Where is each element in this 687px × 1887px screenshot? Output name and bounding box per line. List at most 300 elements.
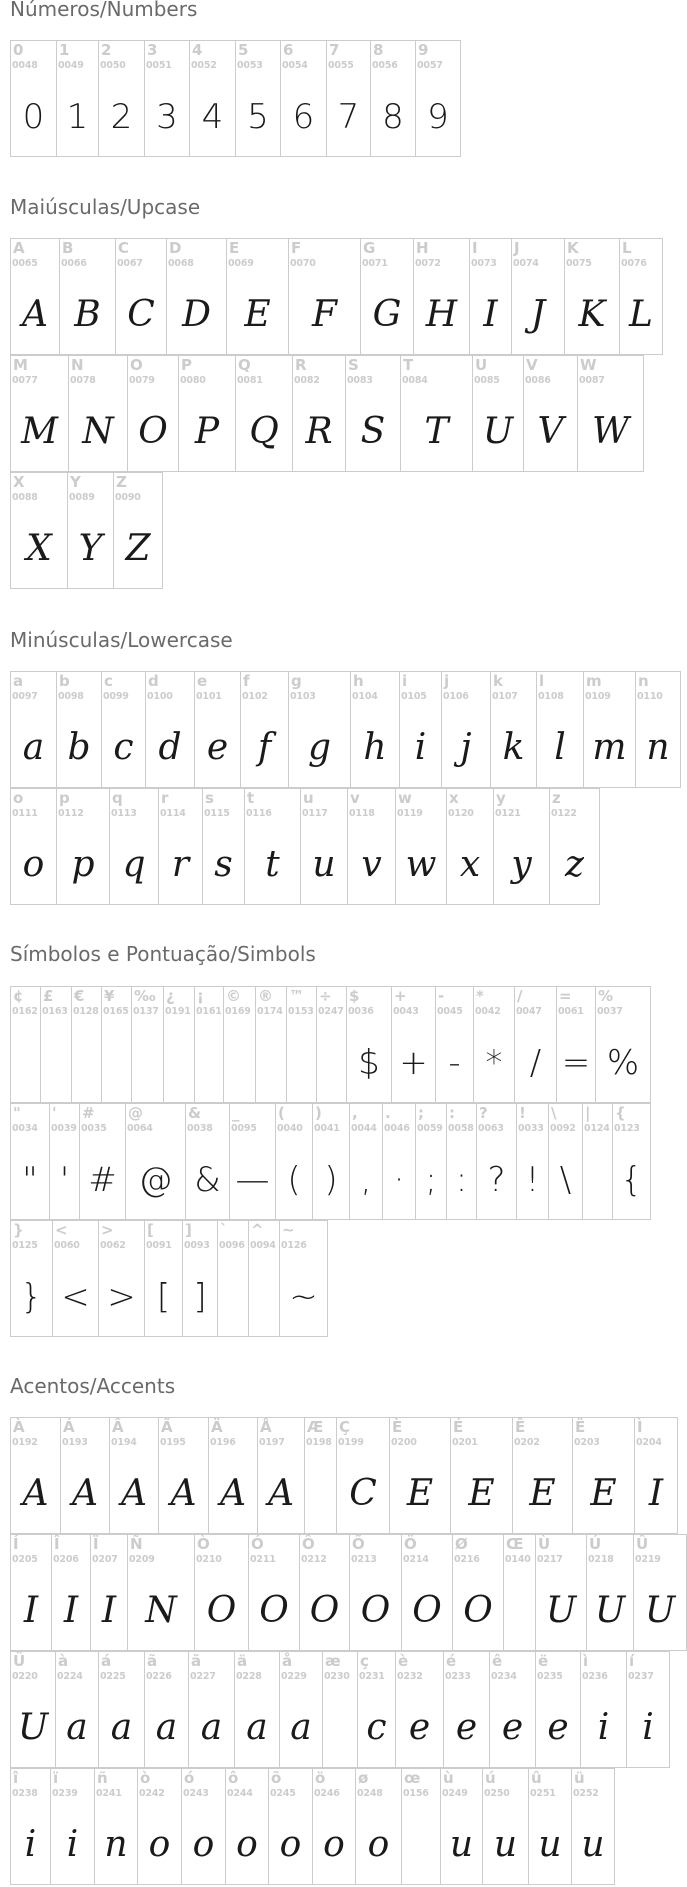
glyph-code: 0247 <box>318 1006 344 1017</box>
glyph-sample <box>287 1033 316 1093</box>
glyph-sample <box>41 1033 71 1093</box>
glyph-sample <box>402 1815 440 1875</box>
glyph-sample: P <box>194 411 220 452</box>
glyph-cell-0040 <box>275 1103 313 1220</box>
glyph-cell-0039 <box>49 1103 80 1220</box>
glyph-sample: z <box>565 844 584 885</box>
glyph-code: 0059 <box>417 1123 443 1134</box>
glyph-sample: V <box>537 411 564 452</box>
glyph-sample: Y <box>78 528 103 569</box>
glyph-label: $ <box>349 987 360 1005</box>
glyph-code: 0128 <box>73 1006 99 1017</box>
glyph-label: W <box>580 356 597 374</box>
glyph-label: 7 <box>329 41 340 59</box>
glyph-label: | <box>585 1104 591 1122</box>
glyph-label: æ <box>325 1652 341 1670</box>
glyph-sample: F <box>312 294 337 335</box>
glyph-cell-0037 <box>595 986 651 1103</box>
glyph-code: 0214 <box>403 1554 429 1565</box>
glyph-code: 0243 <box>183 1788 209 1799</box>
glyph-label: \ <box>551 1104 557 1122</box>
glyph-cell-0195 <box>158 1417 209 1534</box>
glyph-cell-0249 <box>440 1768 483 1885</box>
glyph-label: 1 <box>59 41 70 59</box>
glyph-sample: E <box>244 294 271 335</box>
glyph-sample: o <box>192 1824 215 1865</box>
glyph-sample: J <box>530 294 546 335</box>
glyph-label: ¥ <box>104 987 115 1005</box>
glyph-code: 0052 <box>191 60 217 71</box>
glyph-sample: O <box>412 1590 442 1631</box>
glyph-cell-0035 <box>79 1103 126 1220</box>
glyph-code: 0220 <box>12 1671 38 1682</box>
glyph-sample: E <box>468 1473 495 1514</box>
glyph-cell-0236 <box>580 1651 627 1768</box>
glyph-code: 0099 <box>103 691 129 702</box>
glyph-sample: B <box>74 294 101 335</box>
glyph-code: 0035 <box>81 1123 107 1134</box>
glyph-cell-0077 <box>10 355 69 472</box>
glyph-label: ` <box>220 1221 228 1239</box>
glyph-label: ® <box>258 987 273 1005</box>
glyph-code: 0104 <box>352 691 378 702</box>
glyph-code: 0054 <box>282 60 308 71</box>
glyph-label: œ <box>404 1769 421 1787</box>
glyph-cell-0252 <box>571 1768 615 1885</box>
glyph-sample: w <box>405 844 437 885</box>
glyph-label: ê <box>492 1652 503 1670</box>
glyph-label: S <box>348 356 359 374</box>
glyph-code: 0230 <box>324 1671 350 1682</box>
glyph-code: 0201 <box>452 1437 478 1448</box>
glyph-sample: i <box>642 1707 654 1748</box>
glyph-sample: 3 <box>156 97 178 137</box>
glyph-label: Ú <box>589 1535 602 1553</box>
glyph-sample: e <box>501 1707 524 1748</box>
glyph-row <box>10 788 599 905</box>
glyph-cell-0250 <box>482 1768 529 1885</box>
glyph-sample: { <box>620 1160 643 1200</box>
glyph-sample: - <box>448 1043 461 1083</box>
glyph-code: 0058 <box>448 1123 474 1134</box>
glyph-sample: A <box>72 1473 98 1514</box>
glyph-sample: C <box>349 1473 377 1514</box>
glyph-sample <box>11 1033 40 1093</box>
glyph-sample: A <box>268 1473 294 1514</box>
glyph-code: 0083 <box>347 375 373 386</box>
glyph-label: ¢ <box>13 987 24 1005</box>
glyph-cell-0103 <box>288 671 351 788</box>
glyph-label: ] <box>185 1221 192 1239</box>
glyph-label: b <box>59 672 70 690</box>
glyph-sample: 6 <box>292 97 315 137</box>
glyph-cell-0117 <box>300 788 348 905</box>
glyph-cell-0206 <box>51 1534 91 1651</box>
glyph-label: Ò <box>197 1535 210 1553</box>
glyph-code: 0163 <box>42 1006 68 1017</box>
glyph-label: ç <box>360 1652 369 1670</box>
glyph-sample: D <box>182 294 211 335</box>
glyph-code: 0039 <box>51 1123 77 1134</box>
glyph-sample: / <box>529 1043 542 1083</box>
glyph-label: á <box>101 1652 112 1670</box>
glyph-sample: $ <box>358 1043 380 1083</box>
glyph-label: G <box>363 239 376 257</box>
glyph-sample: , <box>360 1160 372 1200</box>
glyph-cell-0123 <box>612 1103 651 1220</box>
glyph-cell-0205 <box>10 1534 52 1651</box>
glyph-code: 0196 <box>210 1437 236 1448</box>
glyph-label: Ë <box>575 1418 586 1436</box>
glyph-sample: O <box>206 1590 237 1631</box>
glyph-cell-0243 <box>181 1768 226 1885</box>
glyph-cell-0247 <box>316 986 347 1103</box>
glyph-code: 0051 <box>146 60 172 71</box>
glyph-cell-0193 <box>60 1417 110 1534</box>
glyph-sample: a <box>246 1707 268 1748</box>
glyph-sample: R <box>305 411 333 452</box>
glyph-code: 0224 <box>57 1671 83 1682</box>
glyph-sample: x <box>459 844 481 885</box>
glyph-label: Ç <box>339 1418 351 1436</box>
glyph-sample: o <box>22 844 45 885</box>
glyph-cell-0116 <box>244 788 301 905</box>
glyph-label: - <box>438 987 445 1005</box>
glyph-cell-0198 <box>304 1417 337 1534</box>
glyph-cell-0126 <box>279 1220 328 1337</box>
glyph-label: ä <box>237 1652 248 1670</box>
glyph-sample: " <box>22 1160 38 1200</box>
glyph-cell-0069 <box>226 238 289 355</box>
glyph-label: ã <box>191 1652 202 1670</box>
glyph-cell-0165 <box>101 986 132 1103</box>
glyph-label: ‰ <box>134 987 156 1005</box>
glyph-sample: @ <box>138 1160 173 1200</box>
glyph-label: é <box>446 1652 457 1670</box>
glyph-label: ù <box>443 1769 454 1787</box>
glyph-sample: · <box>393 1160 405 1200</box>
glyph-cell-0244 <box>225 1768 269 1885</box>
glyph-sample: — <box>235 1160 270 1200</box>
glyph-row <box>10 1103 650 1220</box>
glyph-cell-0056 <box>370 40 416 157</box>
glyph-code: 0165 <box>103 1006 129 1017</box>
glyph-label: k <box>493 672 503 690</box>
glyph-sample: r <box>171 844 190 885</box>
glyph-label: Æ <box>307 1418 324 1436</box>
section-title-mai-sculas-upcase: Maiúsculas/Upcase <box>10 195 201 219</box>
glyph-sample: 1 <box>66 97 89 137</box>
glyph-label: E <box>229 239 240 257</box>
glyph-sample: O <box>259 1590 289 1631</box>
glyph-cell-0227 <box>188 1651 235 1768</box>
glyph-code: 0206 <box>53 1554 79 1565</box>
glyph-label: î <box>13 1769 19 1787</box>
glyph-label: + <box>394 987 407 1005</box>
glyph-label: % <box>598 987 614 1005</box>
glyph-sample: + <box>399 1043 428 1083</box>
glyph-sample: A <box>220 1473 246 1514</box>
glyph-code: 0124 <box>584 1123 610 1134</box>
glyph-code: 0117 <box>302 808 328 819</box>
glyph-label: y <box>496 789 506 807</box>
glyph-sample: O <box>463 1590 493 1631</box>
glyph-cell-0051 <box>144 40 190 157</box>
glyph-sample: A <box>170 1473 197 1514</box>
glyph-sample <box>132 1033 163 1093</box>
glyph-code: 0216 <box>454 1554 480 1565</box>
glyph-code: 0211 <box>250 1554 276 1565</box>
glyph-label: ô <box>228 1769 239 1787</box>
glyph-label: Y <box>70 473 81 491</box>
glyph-label: } <box>13 1221 24 1239</box>
glyph-sample <box>256 1033 286 1093</box>
glyph-sample: i <box>24 1824 37 1865</box>
glyph-cell-0097 <box>10 671 57 788</box>
glyph-cell-0238 <box>10 1768 51 1885</box>
glyph-sample: E <box>529 1473 556 1514</box>
glyph-cell-0239 <box>50 1768 95 1885</box>
glyph-cell-0042 <box>473 986 515 1103</box>
glyph-code: 0217 <box>537 1554 563 1565</box>
glyph-cell-0232 <box>395 1651 444 1768</box>
glyph-label: 9 <box>418 41 429 59</box>
glyph-cell-0093 <box>182 1220 218 1337</box>
glyph-cell-0113 <box>109 788 159 905</box>
glyph-code: 0057 <box>417 60 443 71</box>
glyph-code: 0094 <box>250 1240 276 1251</box>
glyph-label: ( <box>278 1104 285 1122</box>
glyph-cell-0246 <box>312 1768 356 1885</box>
glyph-code: 0055 <box>328 60 354 71</box>
glyph-label: , <box>352 1104 358 1122</box>
glyph-cell-0196 <box>208 1417 258 1534</box>
glyph-label: : <box>449 1104 455 1122</box>
glyph-label: m <box>586 672 602 690</box>
glyph-label: ~ <box>282 1221 295 1239</box>
glyph-code: 0069 <box>228 258 254 269</box>
glyph-code: 0122 <box>551 808 577 819</box>
glyph-cell-0099 <box>101 671 146 788</box>
glyph-code: 0089 <box>69 492 95 503</box>
glyph-label: Ï <box>93 1535 99 1553</box>
glyph-cell-0107 <box>490 671 537 788</box>
glyph-code: 0229 <box>281 1671 307 1682</box>
glyph-cell-0229 <box>279 1651 323 1768</box>
glyph-sample: b <box>67 727 91 768</box>
section-title-s-mbolos-e-pontua-o-simbols: Símbolos e Pontuação/Simbols <box>10 942 316 966</box>
glyph-cell-0121 <box>493 788 550 905</box>
glyph-code: 0125 <box>12 1240 38 1251</box>
glyph-label: ö <box>315 1769 326 1787</box>
glyph-cell-0192 <box>10 1417 61 1534</box>
glyph-sample: 2 <box>110 97 133 137</box>
glyph-code: 0053 <box>237 60 263 71</box>
glyph-code: 0095 <box>231 1123 257 1134</box>
glyph-cell-0049 <box>56 40 99 157</box>
glyph-sample: u <box>493 1824 518 1865</box>
glyph-code: 0060 <box>54 1240 80 1251</box>
glyph-label: D <box>169 239 182 257</box>
glyph-cell-0045 <box>435 986 474 1103</box>
glyph-label: Ó <box>251 1535 264 1553</box>
glyph-label: ? <box>479 1104 488 1122</box>
glyph-label: ë <box>538 1652 549 1670</box>
glyph-code: 0113 <box>111 808 137 819</box>
glyph-cell-0087 <box>577 355 644 472</box>
glyph-code: 0120 <box>448 808 474 819</box>
glyph-cell-0137 <box>131 986 164 1103</box>
glyph-sample: u <box>449 1824 474 1865</box>
glyph-label: ó <box>184 1769 195 1787</box>
glyph-code: 0156 <box>403 1788 429 1799</box>
glyph-cell-0085 <box>472 355 524 472</box>
glyph-cell-0199 <box>336 1417 390 1534</box>
glyph-sample: a <box>200 1707 223 1748</box>
glyph-cell-0115 <box>202 788 245 905</box>
glyph-code: 0153 <box>288 1006 314 1017</box>
glyph-sample: c <box>366 1707 387 1748</box>
glyph-label: V <box>526 356 538 374</box>
glyph-label: h <box>353 672 364 690</box>
glyph-code: 0233 <box>445 1671 471 1682</box>
glyph-sample: q <box>122 844 146 885</box>
glyph-label: g <box>291 672 302 690</box>
glyph-sample: a <box>66 1707 88 1748</box>
glyph-code: 0085 <box>474 375 500 386</box>
glyph-code: 0244 <box>227 1788 253 1799</box>
glyph-code: 0202 <box>514 1437 540 1448</box>
glyph-code: 0235 <box>537 1671 563 1682</box>
glyph-cell-0060 <box>52 1220 99 1337</box>
glyph-cell-0081 <box>235 355 293 472</box>
glyph-label: õ <box>271 1769 282 1787</box>
glyph-sample: N <box>145 1590 177 1631</box>
glyph-sample <box>218 1267 248 1327</box>
glyph-code: 0112 <box>58 808 84 819</box>
glyph-cell-0122 <box>549 788 600 905</box>
glyph-code: 0040 <box>277 1123 303 1134</box>
glyph-code: 0109 <box>585 691 611 702</box>
glyph-cell-0063 <box>476 1103 517 1220</box>
glyph-label: I <box>472 239 478 257</box>
glyph-code: 0227 <box>190 1671 216 1682</box>
glyph-label: Ì <box>637 1418 643 1436</box>
glyph-cell-0052 <box>189 40 236 157</box>
glyph-label: [ <box>147 1221 154 1239</box>
glyph-code: 0048 <box>12 60 38 71</box>
glyph-code: 0067 <box>117 258 143 269</box>
glyph-label: ! <box>519 1104 526 1122</box>
glyph-sample: C <box>127 294 155 335</box>
glyph-sample: l <box>554 727 566 768</box>
glyph-label: À <box>13 1418 25 1436</box>
glyph-cell-0058 <box>446 1103 477 1220</box>
glyph-cell-0072 <box>413 238 470 355</box>
glyph-label: N <box>71 356 84 374</box>
glyph-code: 0226 <box>146 1671 172 1682</box>
glyph-label: ì <box>583 1652 589 1670</box>
glyph-sample: = <box>561 1043 591 1083</box>
glyph-cell-0084 <box>400 355 473 472</box>
glyph-row <box>10 1651 669 1768</box>
glyph-code: 0241 <box>96 1788 122 1799</box>
glyph-code: 0118 <box>349 808 375 819</box>
glyph-label: C <box>118 239 130 257</box>
glyph-label: U <box>475 356 488 374</box>
glyph-code: 0116 <box>246 808 272 819</box>
glyph-sample: ( <box>287 1160 301 1200</box>
glyph-label: ú <box>485 1769 496 1787</box>
glyph-code: 0070 <box>290 258 316 269</box>
glyph-label: Ö <box>404 1535 417 1553</box>
glyph-code: 0209 <box>129 1554 155 1565</box>
glyph-cell-0119 <box>395 788 447 905</box>
glyph-cell-0204 <box>634 1417 678 1534</box>
glyph-row <box>10 1534 686 1651</box>
glyph-cell-0098 <box>56 671 102 788</box>
glyph-cell-0094 <box>248 1220 280 1337</box>
glyph-cell-0096 <box>217 1220 249 1337</box>
glyph-cell-0100 <box>145 671 195 788</box>
glyph-label: " <box>13 1104 21 1122</box>
glyph-sample: S <box>360 411 386 452</box>
glyph-sample: n <box>646 727 670 768</box>
glyph-cell-0226 <box>144 1651 189 1768</box>
glyph-code: 0228 <box>236 1671 262 1682</box>
glyph-cell-0218 <box>586 1534 634 1651</box>
glyph-sample: [ <box>156 1277 171 1317</box>
glyph-sample: G <box>372 294 402 335</box>
glyph-code: 0082 <box>294 375 320 386</box>
glyph-sample <box>224 1033 255 1093</box>
glyph-cell-0111 <box>10 788 57 905</box>
glyph-sample: > <box>107 1277 136 1317</box>
glyph-cell-0162 <box>10 986 41 1103</box>
glyph-sample: E <box>406 1473 434 1514</box>
glyph-cell-0090 <box>113 472 163 589</box>
glyph-code: 0065 <box>12 258 38 269</box>
glyph-label: Ñ <box>130 1535 143 1553</box>
glyph-label: o <box>13 789 24 807</box>
glyph-code: 0063 <box>478 1123 504 1134</box>
glyph-code: 0106 <box>443 691 469 702</box>
glyph-label: F <box>291 239 302 257</box>
glyph-cell-0202 <box>512 1417 573 1534</box>
glyph-cell-0050 <box>98 40 145 157</box>
glyph-label: / <box>517 987 523 1005</box>
glyph-row <box>10 1768 614 1885</box>
glyph-cell-0245 <box>268 1768 313 1885</box>
glyph-code: 0198 <box>306 1437 332 1448</box>
glyph-cell-0248 <box>355 1768 402 1885</box>
glyph-sample: p <box>71 844 95 885</box>
glyph-cell-0044 <box>349 1103 383 1220</box>
glyph-sample: I <box>648 1473 664 1514</box>
glyph-code: 0079 <box>129 375 155 386</box>
glyph-code: 0080 <box>180 375 206 386</box>
glyph-label: a <box>13 672 24 690</box>
glyph-label: Ê <box>515 1418 526 1436</box>
glyph-label: { <box>615 1104 626 1122</box>
glyph-code: 0041 <box>314 1123 340 1134</box>
glyph-cell-0161 <box>194 986 224 1103</box>
glyph-cell-0083 <box>345 355 401 472</box>
glyph-label: _ <box>232 1104 240 1122</box>
glyph-code: 0066 <box>61 258 87 269</box>
glyph-label: Â <box>112 1418 124 1436</box>
glyph-code: 0107 <box>492 691 518 702</box>
